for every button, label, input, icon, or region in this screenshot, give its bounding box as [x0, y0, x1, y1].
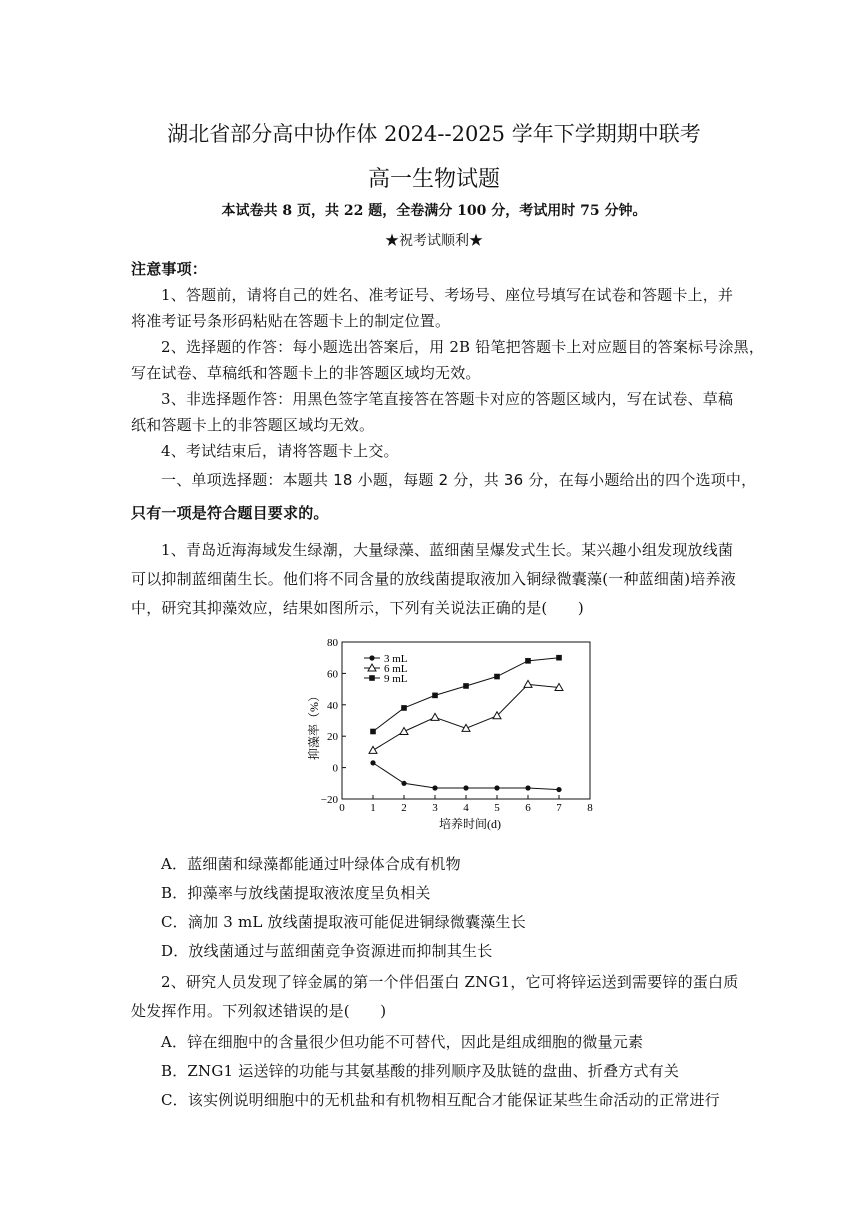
question-1-stem: 1、青岛近海海域发生绿潮，大量绿藻、蓝细菌呈爆发式生长。某兴趣小组发现放线菌	[161, 541, 734, 559]
y-axis-label: 抑藻率（%）	[307, 690, 321, 760]
data-point	[369, 675, 375, 681]
data-point	[556, 655, 562, 661]
data-point	[432, 785, 437, 790]
notice-line: 4、考试结束后，请将答题卡上交。	[161, 442, 399, 460]
question-1-option-d: D．放线菌通过与蓝细菌竞争资源进而抑制其生长	[161, 942, 493, 960]
data-point	[370, 729, 376, 735]
question-1-stem: 可以抑制蓝细菌生长。他们将不同含量的放线菌提取液加入铜绿微囊藻(一种蓝细菌)培养液	[131, 570, 736, 588]
question-1-stem: 中，研究其抑藻效应，结果如图所示，下列有关说法正确的是( )	[131, 599, 584, 617]
data-point	[400, 727, 408, 734]
section-heading: 一、单项选择题：本题共 18 小题，每题 2 分，共 36 分，在每小题给出的四个选项中，	[161, 471, 757, 489]
data-point	[524, 680, 532, 687]
x-tick-label: 4	[463, 802, 469, 814]
y-tick-label: 60	[327, 668, 338, 681]
question-2-option-a: A．锌在细胞中的含量很少但功能不可替代，因此是组成细胞的微量元素	[161, 1033, 644, 1051]
notice-line: 3、非选择题作答：用黑色签字笔直接答在答题卡对应的答题区域内，写在试卷、草稿	[161, 390, 734, 408]
notice-line: 纸和答题卡上的非答题区域均无效。	[131, 416, 375, 434]
exam-wish: ★祝考试顺利★	[385, 233, 483, 249]
section-heading-cont: 只有一项是符合题目要求的。	[131, 504, 329, 522]
data-point	[369, 746, 377, 753]
data-point	[525, 658, 531, 664]
x-axis-label: 培养时间(d)	[439, 817, 501, 831]
data-point	[494, 785, 499, 790]
x-tick-label: 6	[525, 802, 531, 814]
notice-heading: 注意事项：	[131, 260, 208, 278]
series-line	[373, 684, 559, 750]
x-tick-label: 2	[401, 802, 407, 814]
y-tick-label: 0	[332, 762, 338, 775]
notice-line: 将准考证号条形码粘贴在答题卡上的制定位置。	[131, 312, 451, 330]
plot-frame	[342, 642, 590, 799]
x-tick-label: 0	[339, 802, 345, 814]
inhibition-rate-chart	[300, 632, 610, 837]
question-2-option-c: C．该实例说明细胞中的无机盐和有机物相互配合才能保证某些生命活动的正常进行	[161, 1091, 720, 1109]
y-tick-label: 40	[327, 699, 338, 712]
notice-line: 写在试卷、草稿纸和答题卡上的非答题区域均无效。	[131, 364, 481, 382]
data-point	[463, 785, 468, 790]
notice-line: 2、选择题的作答：每小题选出答案后，用 2B 铅笔把答题卡上对应题目的答案标号涂黑，	[161, 338, 765, 356]
data-point	[431, 713, 439, 720]
data-point	[401, 781, 406, 786]
data-point	[401, 705, 407, 711]
x-tick-label: 3	[432, 802, 438, 814]
y-tick-label: −20	[320, 794, 338, 806]
data-point	[370, 760, 375, 765]
x-tick-label: 5	[494, 802, 500, 814]
notice-line: 1、答题前，请将自己的姓名、准考证号、考场号、座位号填写在试卷和答题卡上，并	[161, 286, 734, 304]
question-2-option-b: B．ZNG1 运送锌的功能与其氨基酸的排列顺序及肽链的盘曲、折叠方式有关	[161, 1062, 680, 1080]
legend-label: 9 mL	[384, 673, 408, 685]
question-2-stem: 处发挥作用。下列叙述错误的是( )	[131, 1002, 387, 1020]
x-tick-label: 1	[370, 802, 376, 814]
x-tick-label: 7	[556, 802, 562, 814]
exam-info: 本试卷共 8 页，共 22 题，全卷满分 100 分，考试用时 75 分钟。	[221, 203, 647, 219]
data-point	[556, 787, 561, 792]
legend-label: 6 mL	[384, 663, 408, 675]
x-tick-label: 8	[587, 802, 593, 814]
y-tick-label: 20	[327, 731, 338, 744]
data-point	[525, 785, 530, 790]
data-point	[369, 655, 374, 660]
subject-title: 高一生物试题	[367, 167, 500, 192]
data-point	[432, 693, 438, 699]
legend-label: 3 mL	[384, 653, 408, 665]
data-point	[463, 683, 469, 689]
question-2-stem: 2、研究人员发现了锌金属的第一个伴侣蛋白 ZNG1，它可将锌运送到需要锌的蛋白质	[161, 973, 739, 991]
exam-title: 湖北省部分高中协作体 2024--2025 学年下学期期中联考	[167, 122, 701, 146]
question-1-option-c: C．滴加 3 mL 放线菌提取液可能促进铜绿微囊藻生长	[161, 913, 526, 931]
question-1-option-b: B．抑藻率与放线菌提取液浓度呈负相关	[161, 884, 431, 902]
data-point	[494, 674, 500, 680]
y-tick-label: 80	[327, 637, 338, 649]
question-1-option-a: A．蓝细菌和绿藻都能通过叶绿体合成有机物	[161, 855, 461, 873]
